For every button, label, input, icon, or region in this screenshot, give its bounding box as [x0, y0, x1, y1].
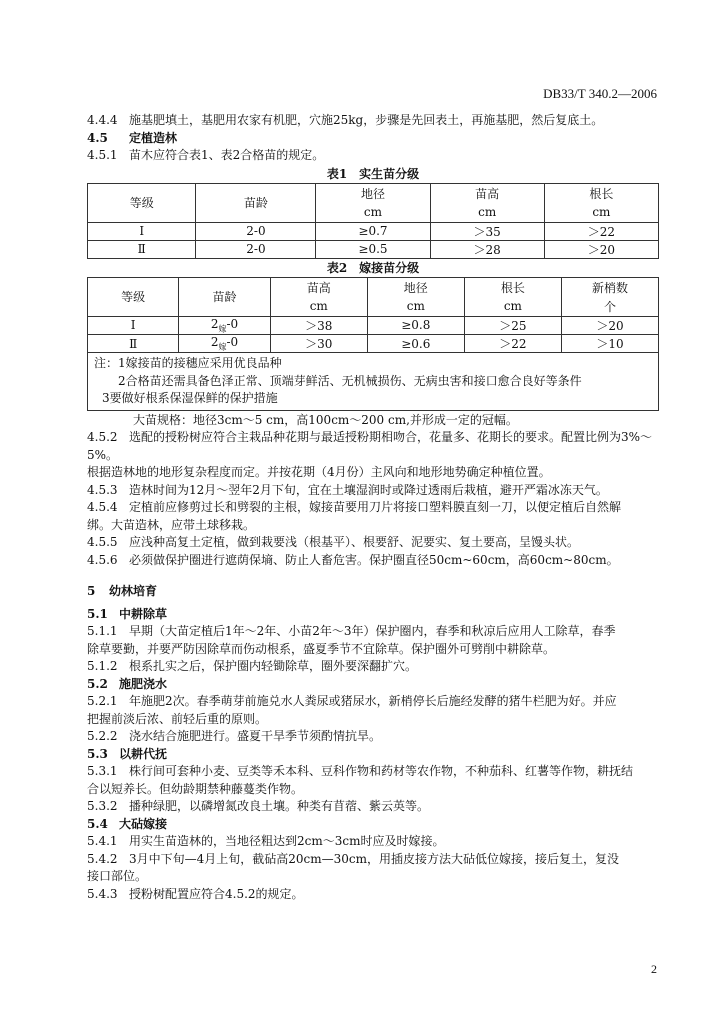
clause-5-2-1: 5.2.1 年施肥2次。春季萌芽前施兑水人粪尿或猪尿水，新梢停长后施经发酵的猪牛栏肥为好。并应: [87, 694, 617, 709]
table-row: Ⅰ $2_嫁-0$ ＞38 ≥0.8 ＞25 ＞20: [88, 316, 659, 334]
table2-grafted-seedling-grades: [87, 277, 659, 411]
heading-4-5: 4.5 定植造林: [87, 130, 178, 145]
table2-caption: 表2 嫁接苗分级: [326, 260, 420, 275]
table1-caption: 表1 实生苗分级: [326, 166, 420, 181]
clause-4-5-6: 4.5.6 必须做保护圈进行遮荫保墒、防止人畜危害。保护圈直径50cm~60cm，高60cm~80cm。: [87, 552, 619, 567]
clause-5-4-3: 5.4.3 授粉树配置应符合4.5.2的规定。: [87, 886, 304, 901]
clause-5-1-2: 5.1.2 根系扎实之后，保护圈内轻锄除草，圈外要深翻扩穴。: [87, 659, 418, 674]
clause-5-3-2: 5.3.2 播种绿肥，以磷增氮改良土壤。种类有苜蓿、紫云英等。: [87, 799, 430, 814]
t1-header-height: 苗高: [430, 183, 544, 203]
clause-4-4-4: 4.4.4 施基肥填土，基肥用农家有机肥，穴施25kg，步骤是先回表土，再施基肥，然后复底土。: [87, 113, 604, 127]
table2-notes-row: [88, 353, 659, 411]
t1-header-diameter: 地径: [316, 183, 430, 203]
t2-unit-diameter: cm: [367, 297, 464, 317]
t2-header-height: 苗高: [270, 277, 367, 297]
t2-header-grade: 等级: [88, 277, 179, 316]
clause-5-4-1: 5.4.1 用实生苗造林的，当地径粗达到2cm～3cm时应及时嫁接。: [87, 834, 445, 849]
heading-5: 5 幼林培育: [87, 584, 158, 599]
clause-4-5-4-cont: 绑。大苗造林，应带土球移栽。: [87, 517, 256, 532]
t2-header-root: 根长: [464, 277, 561, 297]
clause-5-4-2-cont: 接口部位。: [87, 869, 148, 884]
t2-unit-shoots: 个: [561, 297, 658, 317]
clause-4-5-1: 4.5.1 苗木应符合表1、表2合格苗的规定。: [87, 148, 325, 162]
clause-4-5-3: 4.5.3 造林时间为12月～翌年2月下旬，宜在土壤湿润时或降过透雨后栽植，避开严霜冰冻天气。: [87, 482, 608, 497]
graft-age: $2_嫁-0$: [179, 316, 270, 334]
standard-code: DB33/T 340.2—2006: [543, 86, 657, 101]
clause-5-1-1: 5.1.1 早期（大苗定植后1年～2年、小苗2年～3年）保护圈内，春季和秋凉后应用人工除草，春季: [87, 624, 616, 639]
t2-header-diameter: 地径: [367, 277, 464, 297]
heading-5-3: 5.3 以耕代抚: [87, 746, 168, 761]
t1-unit-diameter: cm: [316, 203, 430, 223]
clause-5-2-2: 5.2.2 浇水结合施肥进行。盛夏干旱季节须酌情抗旱。: [87, 729, 382, 744]
clause-5-4-2: 5.4.2 3月中下旬—4月上旬，截砧高20cm—30cm，用插皮接方法大砧低位嫁接，接后复土，复没: [87, 851, 620, 866]
table1-seedling-grades: [87, 183, 659, 259]
big-seedling-spec: 大苗规格：地径3cm～5 cm，高100cm～200 cm,并形成一定的冠幅。: [133, 412, 518, 427]
t1-unit-height: cm: [430, 203, 544, 223]
clause-5-1-1-cont: 除草要勤，并要严防因除草而伤动根系，盛夏季节不宜除草。保护圈外可劈削中耕除草。: [87, 641, 556, 656]
t1-header-root: 根长: [544, 183, 658, 203]
table-row: Ⅱ 2-0 ≥0.5 ＞28 ＞20: [88, 240, 659, 258]
clause-5-3-1: 5.3.1 株行间可套种小麦、豆类等禾本科、豆科作物和药材等农作物，不种茄科、红薯等作物，耕抚结: [87, 764, 634, 779]
graft-age: $2_嫁-0$: [179, 334, 270, 352]
t2-unit-height: cm: [270, 297, 367, 317]
t1-header-grade: 等级: [88, 183, 196, 222]
t2-header-shoots: 新梢数: [561, 277, 658, 297]
clause-4-5-2: 4.5.2 选配的授粉树应符合主栽品种花期与最适授粉期相吻合，花量多、花期长的要求。配置比例为3%～5%。: [87, 430, 653, 462]
clause-5-2-1-cont: 把握前淡后浓、前轻后重的原则。: [87, 711, 268, 726]
t1-header-age: 苗龄: [196, 183, 316, 222]
table-row: Ⅱ $2_嫁-0$ ＞30 ≥0.6 ＞22 ＞10: [88, 334, 659, 352]
clause-4-5-5: 4.5.5 应浅种高复土定植，做到栽要浅（根基平）、根要舒、泥要实、复土要高，呈馒头状。: [87, 535, 580, 550]
clause-4-5-4: 4.5.4 定植前应修剪过长和劈裂的主根，嫁接苗要用刀片将接口塑料膜直刻一刀，以便定植后自然解: [87, 500, 622, 515]
t2-header-age: 苗龄: [179, 277, 270, 316]
clause-4-5-2-cont: 根据造林地的地形复杂程度而定。并按花期（4月份）主风向和地形地势确定种植位置。: [87, 465, 551, 480]
table-row: Ⅰ 2-0 ≥0.7 ＞35 ＞22: [88, 222, 659, 240]
t1-unit-root: cm: [544, 203, 658, 223]
document-body: [87, 112, 659, 903]
t2-unit-root: cm: [464, 297, 561, 317]
table2-notes: 注：1嫁接苗的接穗应采用优良品种 2合格苗还需具备色泽正常、顶端芽鲜活、无机械损伤、无病虫害和接口愈合良好等条件 3要做好根系保湿保鲜的保护措施: [88, 353, 659, 411]
heading-5-2: 5.2 施肥浇水: [87, 676, 168, 691]
clause-5-3-1-cont: 合以短养长。但幼龄期禁种藤蔓类作物。: [87, 781, 304, 796]
page-number: 2: [651, 962, 657, 976]
heading-5-1: 5.1 中耕除草: [87, 606, 168, 621]
heading-5-4: 5.4 大砧嫁接: [87, 816, 168, 831]
